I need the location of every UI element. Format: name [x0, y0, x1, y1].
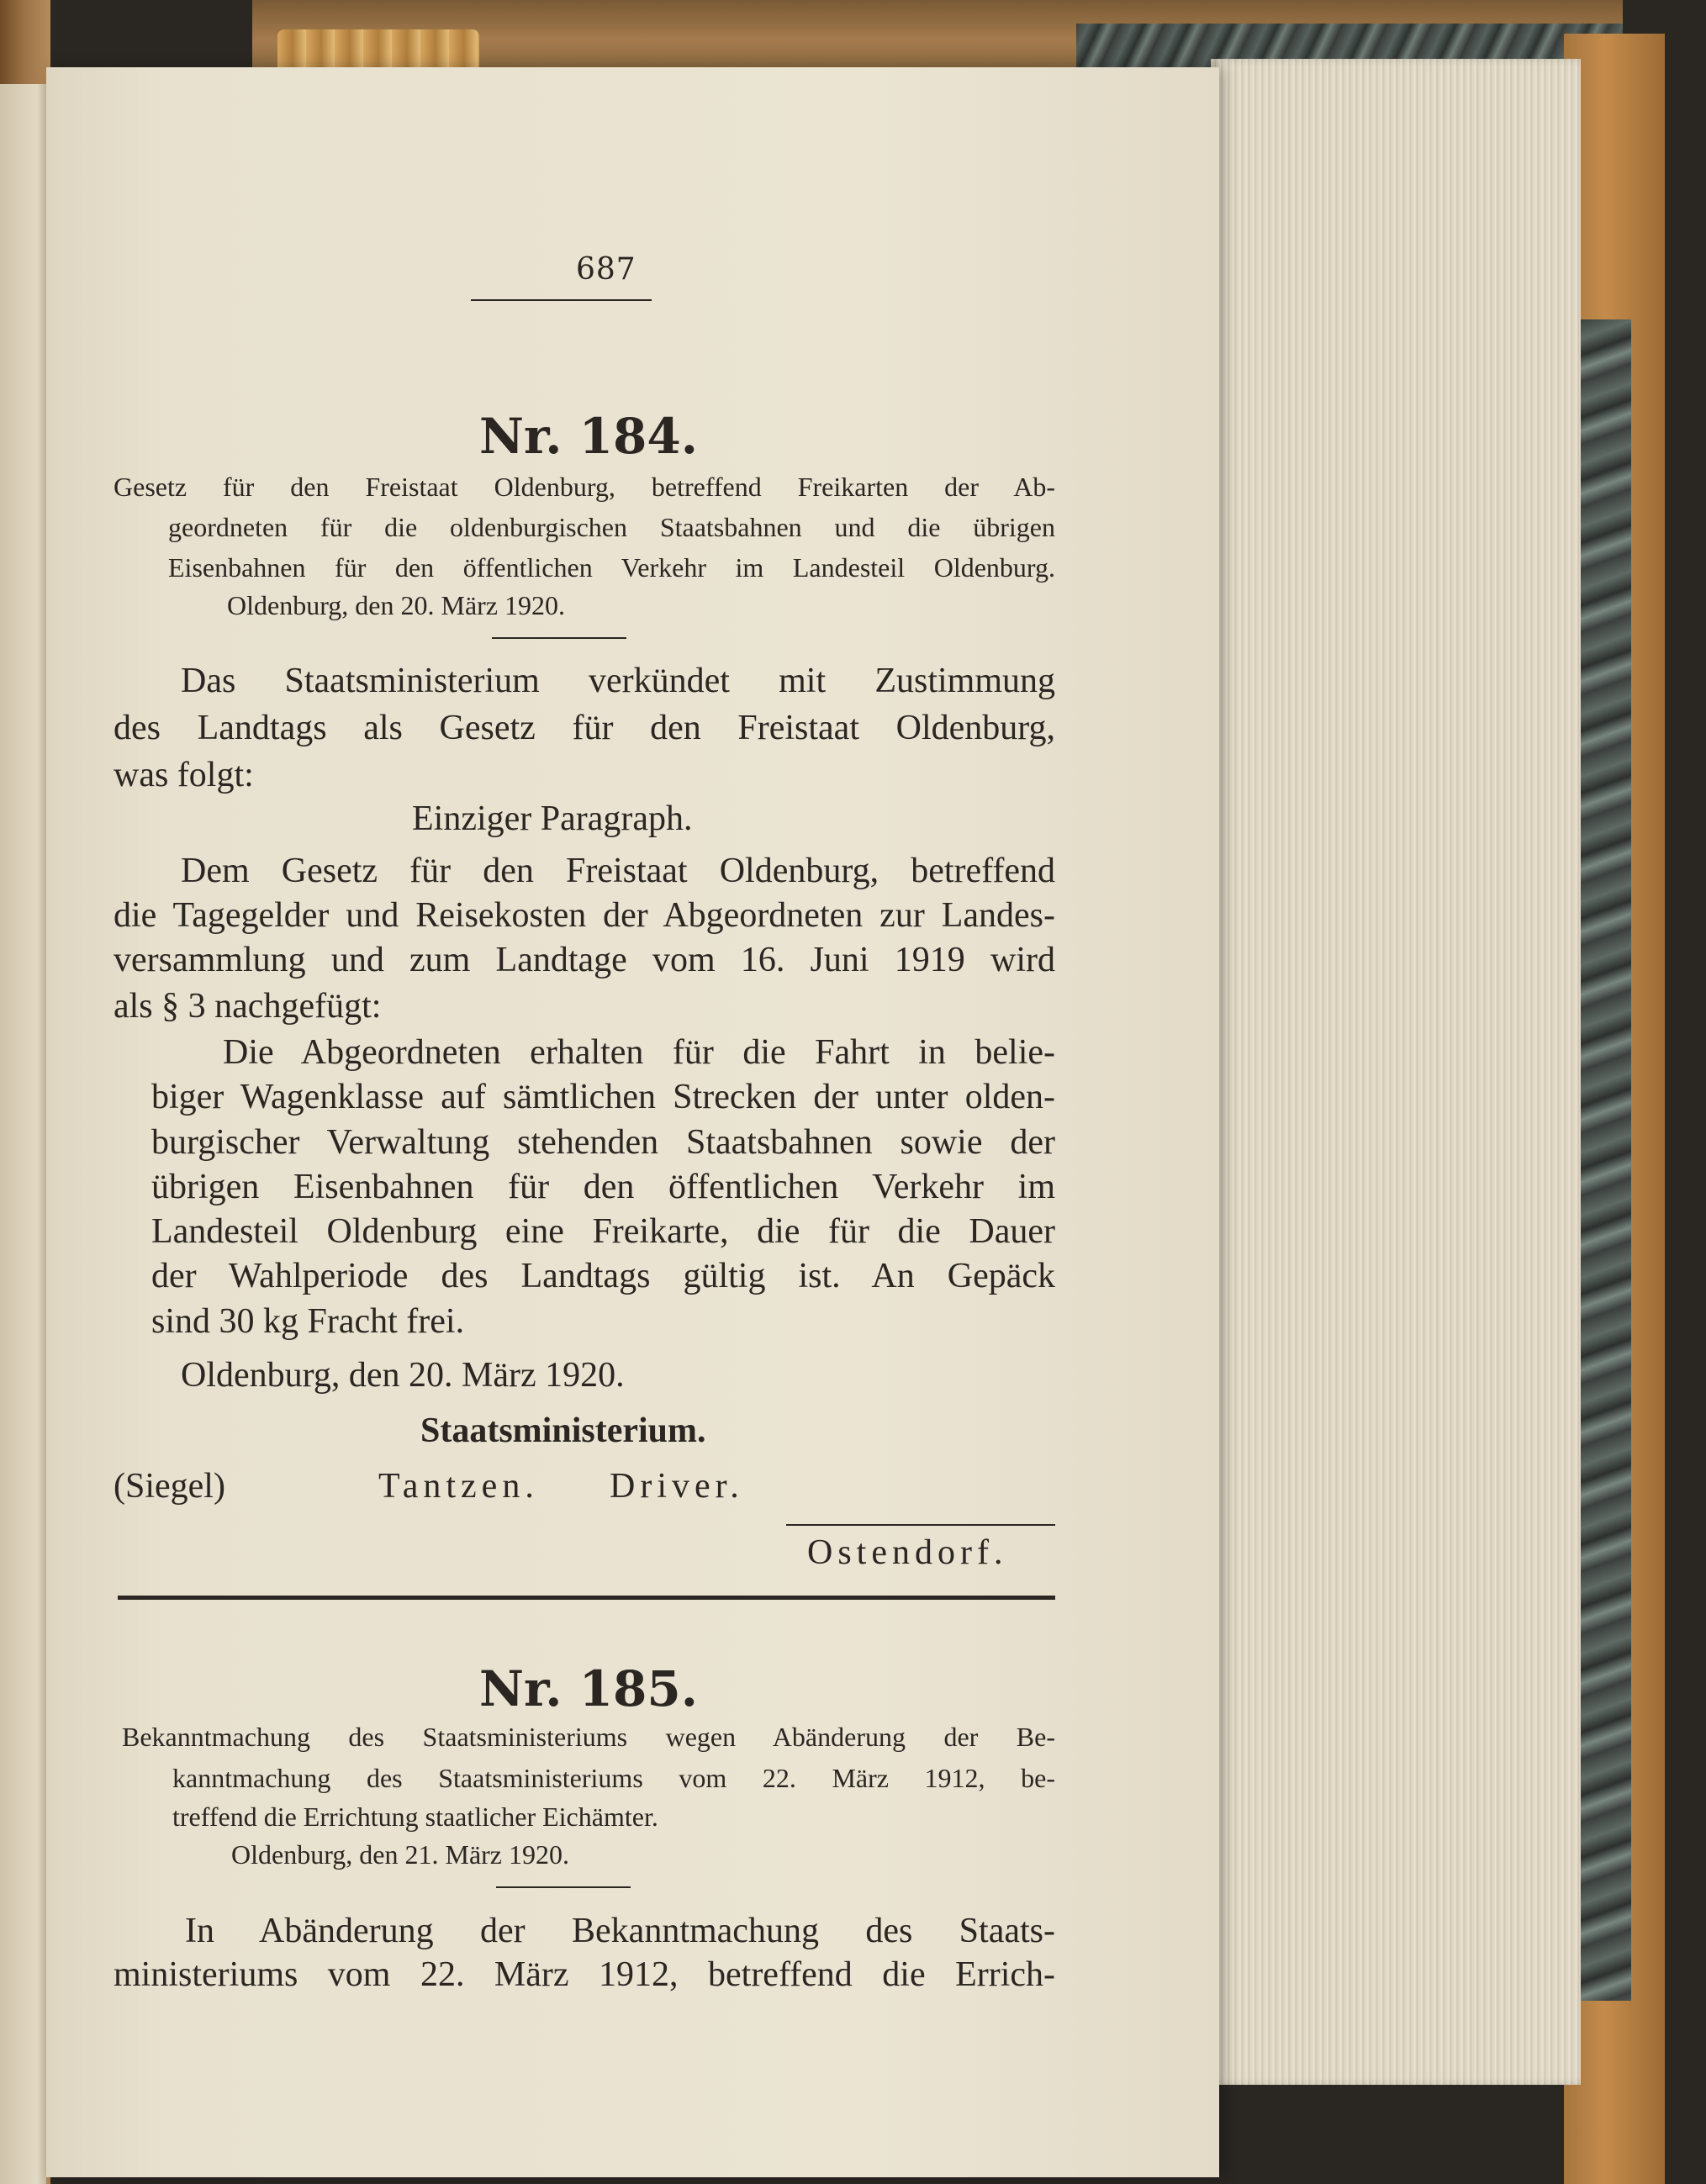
law-184-signature: Ostendorf.	[807, 1533, 1008, 1572]
law-184-heading-line: geordneten für die oldenburgischen Staatsbahnen und die übrigen	[168, 512, 1055, 542]
document-page	[46, 67, 1219, 2177]
law-184-intro-line: des Landtags als Gesetz für den Freistaat Oldenburg,	[114, 709, 1055, 747]
law-185-heading-date: Oldenburg, den 21. März 1920.	[231, 1839, 569, 1870]
law-184-paragraph-title: Einziger Paragraph.	[412, 799, 693, 838]
law-184-text-line: die Tagegelder und Reisekosten der Abgeordneten zur Landes-	[114, 896, 1055, 935]
law-184-text-line: Dem Gesetz für den Freistaat Oldenburg, betreffend	[181, 852, 1055, 890]
signature-rule	[786, 1524, 1055, 1526]
law-185-heading-line: treffend die Errichtung staatlicher Eichämter.	[172, 1802, 658, 1832]
marbled-cover-right	[1581, 319, 1631, 2001]
law-184-inserted-line: übrigen Eisenbahnen für den öffentlichen Verkehr im	[151, 1168, 1055, 1206]
law-184-heading-date: Oldenburg, den 20. März 1920.	[227, 590, 565, 620]
law-185-heading-line: kanntmachung des Staatsministeriums vom 22. März 1912, be-	[172, 1763, 1055, 1793]
page-block-edges	[1211, 59, 1581, 2085]
law-184-inserted-line: der Wahlperiode des Landtags gültig ist. An Gepäck	[151, 1257, 1055, 1295]
law-184-inserted-line: burgischer Verwaltung stehenden Staatsbahnen sowie der	[151, 1123, 1055, 1162]
law-184-number: Nr. 184.	[479, 408, 698, 465]
law-184-intro-line: was folgt:	[114, 756, 254, 794]
law-184-intro-line: Das Staatsministerium verkündet mit Zustimmung	[181, 662, 1055, 700]
law-184-inserted-line: sind 30 kg Fracht frei.	[151, 1302, 465, 1341]
left-page-edge	[0, 84, 46, 2184]
law-184-inserted-line: Die Abgeordneten erhalten für die Fahrt in belie-	[223, 1033, 1055, 1072]
page-number-rule	[471, 299, 652, 301]
law-184-heading-line: Eisenbahnen für den öffentlichen Verkehr im Landesteil Oldenburg.	[168, 552, 1055, 583]
law-184-text-line: versammlung und zum Landtage vom 16. Juni 1919 wird	[114, 941, 1055, 979]
law-184-heading-rule	[492, 637, 626, 639]
law-184-seal: (Siegel)	[114, 1467, 225, 1506]
law-185-heading-line: Bekanntmachung des Staatsministeriums wegen Abänderung der Be-	[122, 1722, 1055, 1752]
law-184-authority: Staatsministerium.	[420, 1411, 706, 1450]
law-184-signature: Driver.	[610, 1467, 744, 1506]
law-184-closing-date: Oldenburg, den 20. März 1920.	[181, 1356, 625, 1395]
section-divider	[118, 1596, 1055, 1600]
law-185-text-line: In Abänderung der Bekanntmachung des Staats-	[185, 1912, 1055, 1950]
law-185-text-line: ministeriums vom 22. März 1912, betreffend die Errich-	[114, 1955, 1055, 1994]
law-184-heading-line: Gesetz für den Freistaat Oldenburg, betreffend Freikarten der Ab-	[114, 472, 1055, 502]
law-184-inserted-line: Landesteil Oldenburg eine Freikarte, die für die Dauer	[151, 1212, 1055, 1251]
law-185-number: Nr. 185.	[479, 1660, 698, 1717]
law-184-signature: Tantzen.	[378, 1467, 539, 1506]
law-184-text-line: als § 3 nachgefügt:	[114, 987, 382, 1026]
law-185-heading-rule	[496, 1886, 631, 1888]
law-184-inserted-line: biger Wagenklasse auf sämtlichen Strecken der unter olden-	[151, 1078, 1055, 1116]
page-number: 687	[576, 252, 636, 287]
